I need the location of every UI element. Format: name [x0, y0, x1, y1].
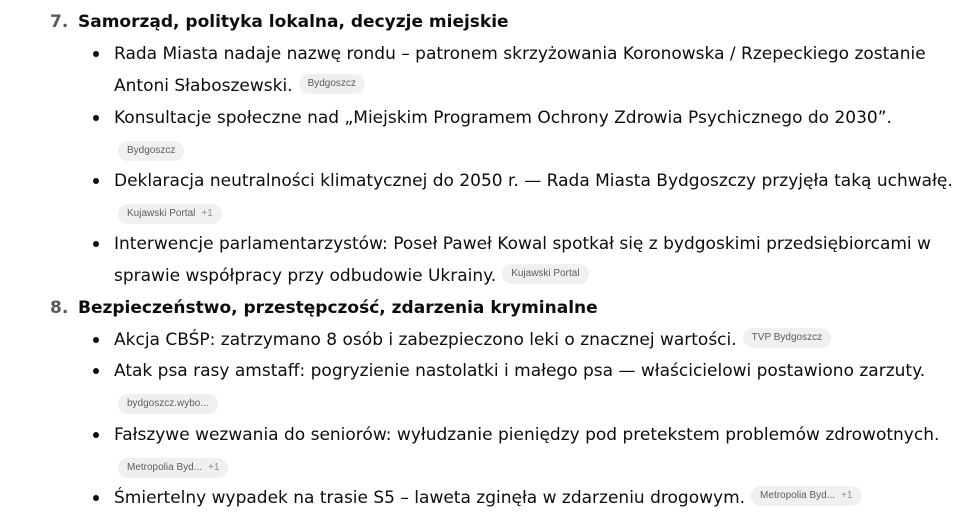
source-chip-label: Bydgoszcz — [127, 145, 176, 156]
source-chip-row — [118, 140, 184, 161]
clipped-previous-line — [110, 0, 930, 4]
list-item-text-continued — [114, 487, 862, 509]
section-heading-8 — [50, 297, 598, 319]
source-chip[interactable] — [299, 74, 365, 94]
section-number: 7. — [50, 12, 69, 32]
source-chip-label: bydgoszcz.wybo... — [127, 398, 209, 409]
source-chip-extra-count: +1 — [208, 462, 220, 473]
source-chip[interactable] — [743, 328, 831, 348]
source-chip-row — [118, 457, 228, 478]
source-chip-label: Kujawski Portal — [127, 208, 196, 219]
source-chip-row — [118, 393, 218, 414]
bullet-dot — [93, 178, 99, 184]
source-chip-extra-count: +1 — [841, 490, 853, 501]
section-number: 8. — [50, 298, 69, 318]
source-chip[interactable] — [118, 204, 222, 224]
source-chip[interactable] — [118, 394, 218, 414]
bullet-dot — [93, 432, 99, 438]
bullet-dot — [93, 495, 99, 501]
source-chip-label: TVP Bydgoszcz — [751, 332, 823, 343]
section-title: Bezpieczeństwo, przestępczość, zdarzenia kryminalne — [78, 298, 598, 318]
list-item-text: Antoni Słaboszewski. — [114, 76, 293, 96]
section-heading-7 — [50, 11, 509, 33]
section-title: Samorząd, polityka lokalna, decyzje miejskie — [78, 12, 509, 32]
source-chip-label: Bydgoszcz — [307, 78, 356, 89]
source-chip-row — [118, 203, 222, 224]
source-chip[interactable] — [118, 458, 228, 478]
bullet-dot — [93, 51, 99, 57]
list-item-text-continued — [114, 75, 365, 97]
list-item-text: Akcja CBŚP: zatrzymano 8 osób i zabezpieczono leki o znacznej wartości. — [114, 330, 737, 350]
list-item-text: Śmiertelny wypadek na trasie S5 – laweta zginęła w zdarzeniu drogowym. — [114, 488, 746, 508]
bullet-dot — [93, 241, 99, 247]
list-item-text: Rada Miasta nadaje nazwę rondu – patronem skrzyżowania Koronowska / Rzepeckiego zostanie — [114, 44, 926, 64]
list-item-text: Fałszywe wezwania do seniorów: wyłudzanie pieniędzy pod pretekstem problemów zdrowotnych. — [114, 425, 940, 445]
list-item-text: Deklaracja neutralności klimatycznej do 2050 r. — Rada Miasta Bydgoszczy przyjęła taką uchwałę. — [114, 171, 953, 191]
source-chip[interactable] — [502, 264, 588, 284]
source-chip[interactable] — [751, 486, 861, 506]
source-chip[interactable] — [118, 141, 184, 161]
list-item-text-continued — [114, 329, 831, 351]
source-chip-label: Metropolia Byd... — [127, 462, 203, 473]
source-chip-label: Metropolia Byd... — [760, 490, 836, 501]
list-item-text: sprawie współpracy przy odbudowie Ukrainy. — [114, 266, 497, 286]
source-chip-label: Kujawski Portal — [511, 268, 580, 279]
list-item-text: Atak psa rasy amstaff: pogryzienie nastolatki i małego psa — właścicielowi postawiono zarzuty. — [114, 361, 926, 381]
list-item-text-continued — [114, 265, 589, 287]
list-item-text: Interwencje parlamentarzystów: Poseł Paweł Kowal spotkał się z bydgoskimi przedsiębiorcami w — [114, 234, 931, 254]
bullet-dot — [93, 115, 99, 121]
bullet-dot — [93, 368, 99, 374]
source-chip-extra-count: +1 — [201, 208, 213, 219]
bullet-dot — [93, 337, 99, 343]
list-item-text: Konsultacje społeczne nad „Miejskim Programem Ochrony Zdrowia Psychicznego do 2030”. — [114, 108, 892, 128]
